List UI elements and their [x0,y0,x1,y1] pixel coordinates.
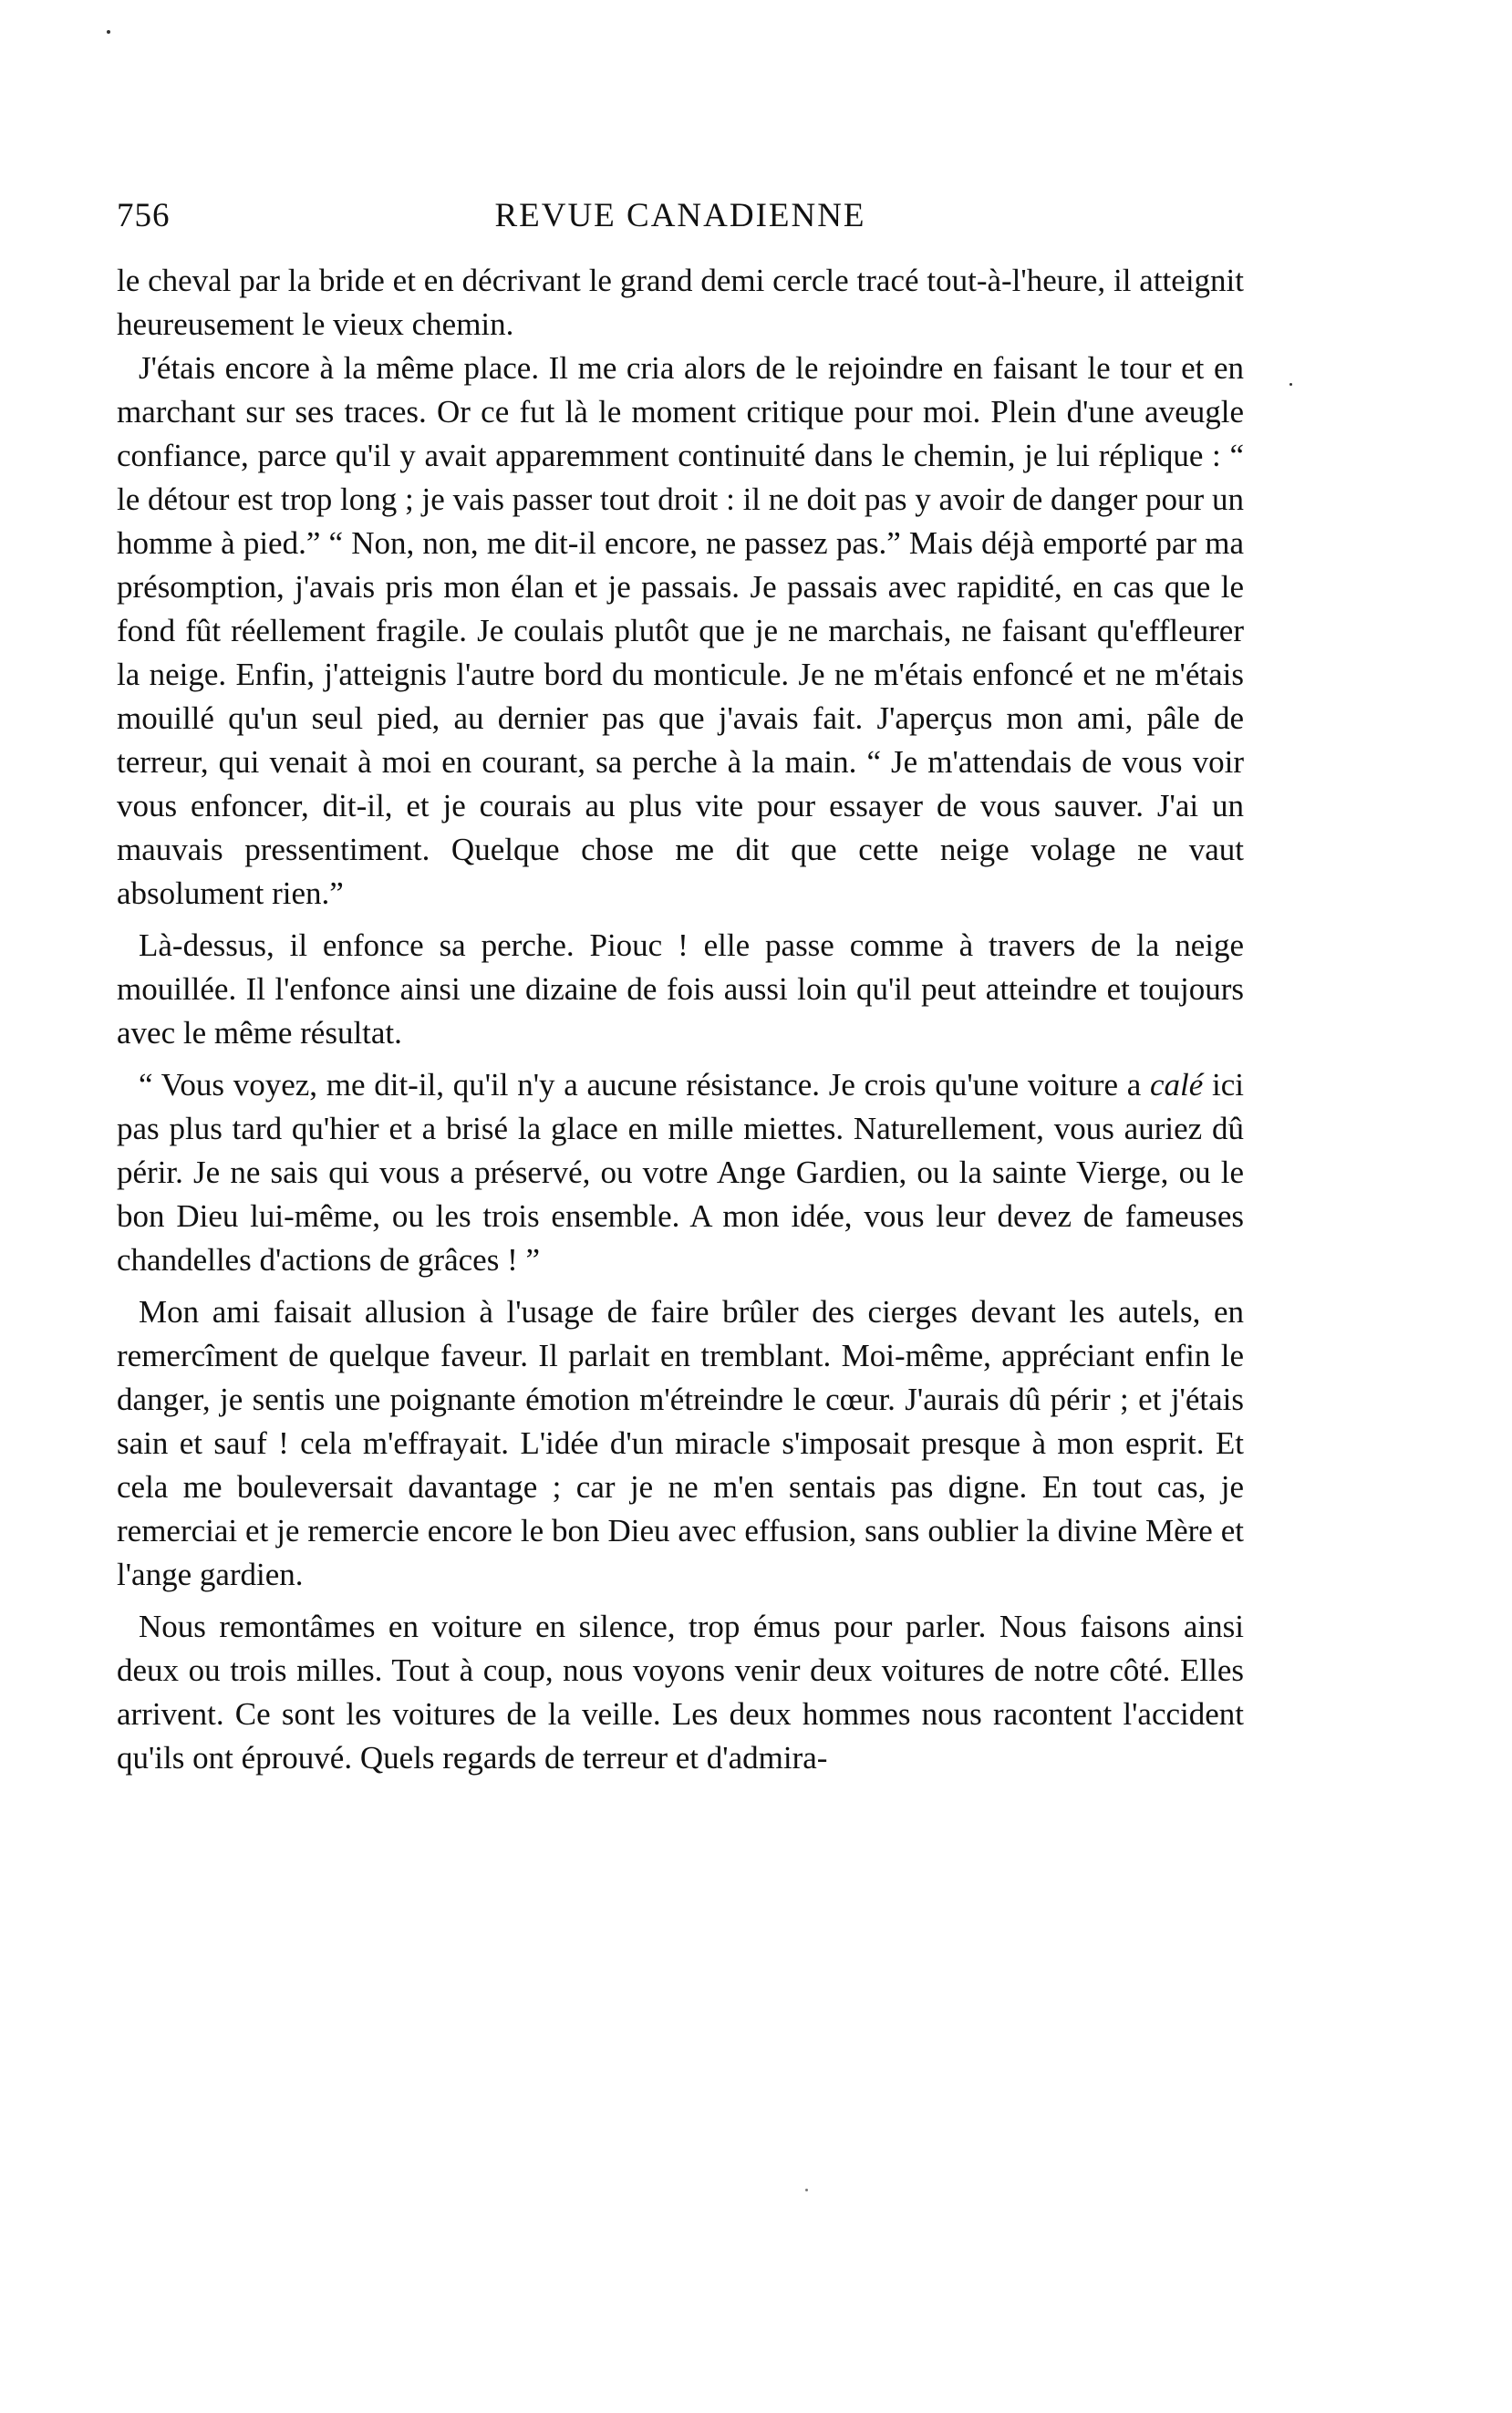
running-head [117,187,1244,242]
book-page [117,187,1244,1780]
scan-speck-margin [1289,383,1292,386]
paragraph-4-end: ici pas plus tard qu'hier et a brisé la glace en mille miettes. Naturellement, vous auriez dû périr. Je ne sais qui vous a préservé, ou votre Ange Gardien, ou la sainte Vierge, ou le bon Dieu lui-même, ou les trois ensemble. A mon idée, vous leur devez de fameuses chandelles d'actions de grâces ! ” [117,1067,1244,1278]
scan-speck-top [107,30,110,34]
paragraph-1: le cheval par la bride et en décrivant le grand demi cercle tracé tout-à-l'heure, il atteignit heureusement le vieux chemin. [117,263,1244,342]
paragraph-4 [117,1063,1244,1282]
paragraph-6: Nous remontâmes en voiture en silence, trop émus pour parler. Nous faisons ainsi deux ou trois milles. Tout à coup, nous voyons venir deux voitures de notre côté. Elles arrivent. Ce sont les voitures de la veille. Les deux hommes nous racontent l'accident qu'ils ont éprouvé. Quels regards de terreur et d'admira- [117,1609,1244,1776]
paragraph-4-start: “ Vous voyez, me dit-il, qu'il n'y a aucune résistance. Je crois qu'une voiture a [139,1067,1150,1103]
scan-speck-bottom [805,2189,808,2191]
paragraph-2: J'étais encore à la même place. Il me cria alors de le rejoindre en faisant le tour et en marchant sur ses traces. Or ce fut là le moment critique pour moi. Plein d'une aveugle confiance, parce qu'il y avait apparemment continuité dans le chemin, je lui réplique : “ le détour est trop long ; je vais passer tout droit : il ne doit pas y avoir de danger pour un homme à pied.” “ Non, non, me dit-il encore, ne passez pas.” Mais déjà emporté par ma présomption, j'avais pris mon élan et je passais. Je passais avec rapidité, en cas que le fond fût réellement fragile. Je coulais plutôt que je ne marchais, ne faisant qu'effleurer la neige. Enfin, j'atteignis l'autre bord du monticule. Je ne m'étais enfoncé et ne m'étais mouillé qu'un seul pied, au dernier pas que j'avais fait. J'aperçus mon ami, pâle de terreur, qui venait à moi en courant, sa perche à la main. “ Je m'attendais de vous voir vous enfoncer, dit-il, et je courais au plus vite pour essayer de vous sauver. J'ai un mauvais pressentiment. Quelque chose me dit que cette neige volage ne vaut absolument rien.” [117,350,1244,911]
paragraph-3: Là-dessus, il enfonce sa perche. Piouc ! elle passe comme à travers de la neige mouillée. Il l'enfonce ainsi une dizaine de fois aussi loin qu'il peut atteindre et toujours avec le même résultat. [117,927,1244,1051]
italic-word: calé [1150,1067,1204,1103]
journal-title: REVUE CANADIENNE [494,197,866,234]
page-number: 756 [117,197,171,234]
article-body [117,259,1244,1780]
paragraph-5: Mon ami faisait allusion à l'usage de faire brûler des cierges devant les autels, en remercîment de quelque faveur. Il parlait en tremblant. Moi-même, appréciant enfin le danger, je sentis une poignante émotion m'étreindre le cœur. J'aurais dû périr ; et j'étais sain et sauf ! cela m'effrayait. L'idée d'un miracle s'imposait presque à mon esprit. Et cela me bouleversait davantage ; car je ne m'en sentais pas digne. En tout cas, je remerciai et je remercie encore le bon Dieu avec effusion, sans oublier la divine Mère et l'ange gardien. [117,1294,1244,1592]
